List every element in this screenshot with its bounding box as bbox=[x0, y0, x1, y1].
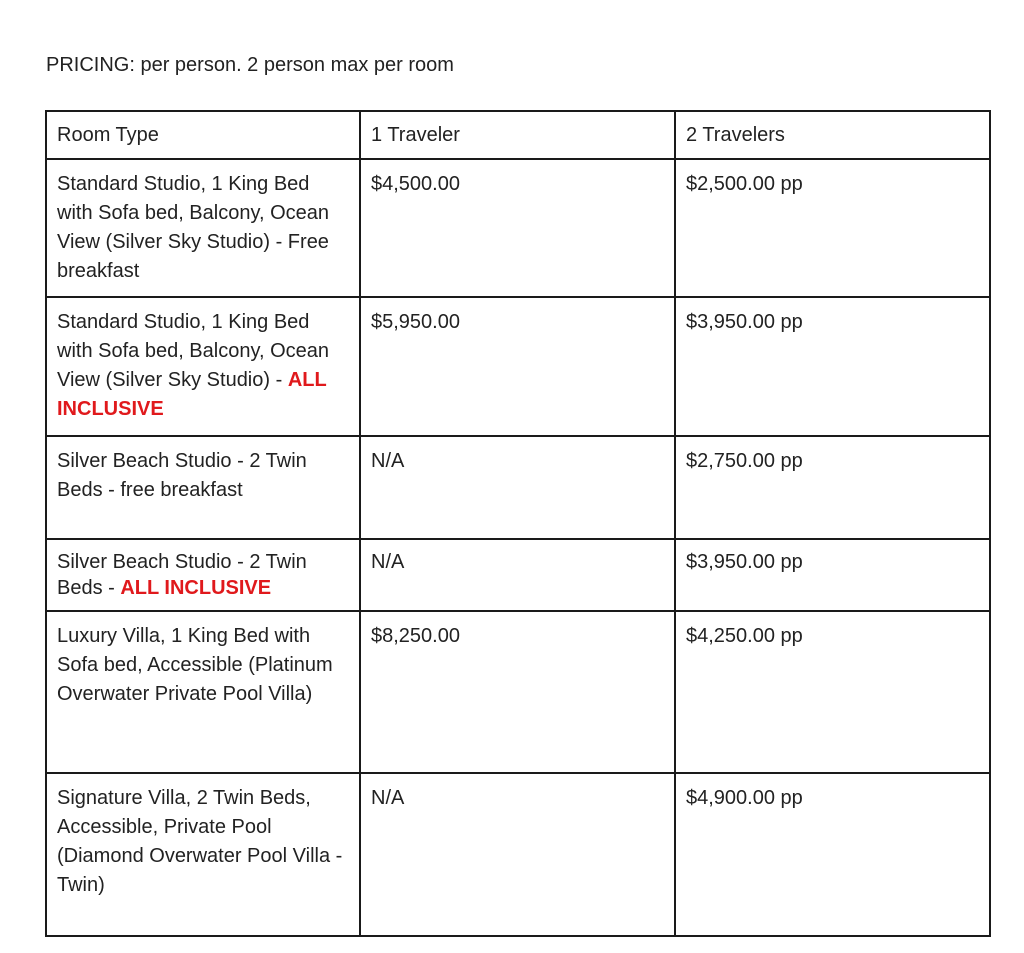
room-type-highlight: ALL INCLUSIVE bbox=[120, 577, 272, 599]
one-traveler-price: $5,950.00 bbox=[360, 297, 675, 436]
two-travelers-price: $4,900.00 pp bbox=[675, 773, 990, 936]
room-type-text: Silver Beach Studio - 2 Twin Beds - free breakfast bbox=[57, 450, 307, 501]
room-type-cell bbox=[46, 539, 360, 611]
one-traveler-price: N/A bbox=[360, 436, 675, 539]
table-row bbox=[46, 773, 990, 936]
table-row bbox=[46, 539, 990, 611]
pricing-table bbox=[45, 110, 991, 937]
room-type-cell bbox=[46, 436, 360, 539]
pricing-heading: PRICING: per person. 2 person max per room bbox=[46, 54, 454, 76]
room-type-cell bbox=[46, 773, 360, 936]
table-header-row bbox=[46, 111, 990, 159]
room-type-text: Standard Studio, 1 King Bed with Sofa bed, Balcony, Ocean View (Silver Sky Studio) - Free breakfast bbox=[57, 173, 330, 282]
two-travelers-price: $3,950.00 pp bbox=[675, 297, 990, 436]
two-travelers-price: $4,250.00 pp bbox=[675, 611, 990, 773]
two-travelers-price: $2,500.00 pp bbox=[675, 159, 990, 297]
room-type-text: Signature Villa, 2 Twin Beds, Accessible, Private Pool (Diamond Overwater Pool Villa - Twin) bbox=[57, 787, 343, 896]
one-traveler-price: N/A bbox=[360, 773, 675, 936]
one-traveler-price: $4,500.00 bbox=[360, 159, 675, 297]
table-row bbox=[46, 297, 990, 436]
room-type-text: Standard Studio, 1 King Bed with Sofa bed, Balcony, Ocean View (Silver Sky Studio) - bbox=[57, 311, 330, 391]
table-row bbox=[46, 436, 990, 539]
one-traveler-price: $8,250.00 bbox=[360, 611, 675, 773]
one-traveler-price: N/A bbox=[360, 539, 675, 611]
room-type-cell bbox=[46, 611, 360, 773]
header-one-traveler: 1 Traveler bbox=[360, 111, 675, 159]
room-type-text: Silver Beach Studio - 2 Twin Beds - bbox=[57, 551, 307, 599]
table-row bbox=[46, 159, 990, 297]
two-travelers-price: $2,750.00 pp bbox=[675, 436, 990, 539]
header-room-type: Room Type bbox=[46, 111, 360, 159]
room-type-cell bbox=[46, 297, 360, 436]
table-row bbox=[46, 611, 990, 773]
header-two-travelers: 2 Travelers bbox=[675, 111, 990, 159]
room-type-cell bbox=[46, 159, 360, 297]
room-type-text: Luxury Villa, 1 King Bed with Sofa bed, Accessible (Platinum Overwater Private Pool Villa) bbox=[57, 625, 333, 705]
room-type-highlight: ALL INCLUSIVE bbox=[57, 369, 327, 420]
two-travelers-price: $3,950.00 pp bbox=[675, 539, 990, 611]
